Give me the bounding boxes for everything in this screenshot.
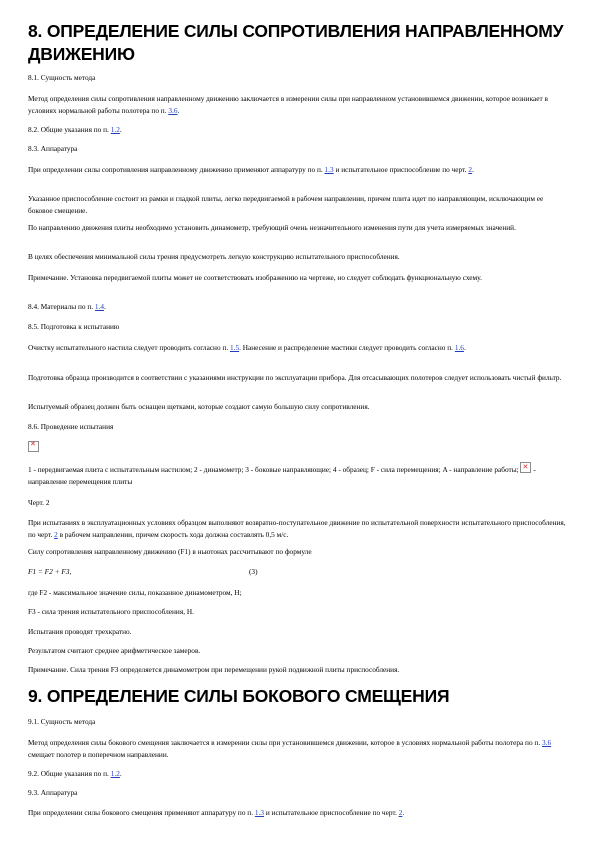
paragraph-8-3-friction: В целях обеспечения минимальной силы трения предусмотреть легкую конструкцию испытательного приспособления. bbox=[28, 252, 400, 261]
paragraph-8-5-cleaning: Очистку испытательного настила следует проводить согласно п. 1.5. Нанесение и распределение мастики следует проводить согласно п. 1.6. bbox=[28, 343, 466, 352]
link-3-6[interactable]: 3.6 bbox=[168, 106, 178, 115]
paragraph-8-3-apparatus: При определении силы сопротивления направленному движению применяют аппаратуру по п. 1.3 и испытательное приспособление по черт. 2. bbox=[28, 165, 474, 174]
link-1-3[interactable]: 1.3 bbox=[254, 808, 264, 817]
formula-line bbox=[28, 566, 568, 578]
paragraph-8-6-repeats: Испытания проводят трехкратно. bbox=[28, 627, 132, 636]
subsection-9-3-title: 9.3. Аппаратура bbox=[28, 788, 78, 797]
paragraph-8-5-text: Очистку испытательного настила следует проводить согласно п. bbox=[28, 343, 229, 352]
link-1-3[interactable]: 1.3 bbox=[324, 165, 334, 174]
subsection-8-2-text: 8.2. Общие указания по п. bbox=[28, 125, 109, 134]
subsection-8-3-title: 8.3. Аппаратура bbox=[28, 144, 78, 153]
paragraph-8-3-text: При определении силы сопротивления направленному движению применяют аппаратуру по п. bbox=[28, 165, 323, 174]
paragraph-8-3-device: Указанное приспособление состоит из рамки и гладкой плиты, легко передвигаемой в рабочем направлении, причем плита идет по направляющим, исключающим ее боковое смещение. bbox=[28, 194, 544, 215]
section-9-heading: 9. ОПРЕДЕЛЕНИЕ СИЛЫ БОКОВОГО СМЕЩЕНИЯ bbox=[28, 686, 450, 706]
subsection-8-1-title: 8.1. Сущность метода bbox=[28, 73, 96, 82]
formula: F1 = F2 + F3, bbox=[28, 567, 72, 576]
paragraph-9-3-mid: и испытательное приспособление по черт. bbox=[265, 808, 397, 817]
subsection-9-2-text: 9.2. Общие указания по п. bbox=[28, 769, 109, 778]
paragraph-9-1 bbox=[28, 737, 568, 761]
paragraph-8-3-note: Примечание. Установка передвигаемой плиты может не соответствовать изображению на чертеже, но следует соблюдать функциональную схему. bbox=[28, 273, 482, 282]
paragraph-8-1: Метод определения силы сопротивления направленному движению заключается в измерении силы при направленном установившемся движении, которое возникает в условиях нормальной работы полотера по п. 3.6. bbox=[28, 94, 548, 115]
figure-legend-tail: - направление перемещения плиты bbox=[28, 465, 536, 486]
figure-caption: Черт. 2 bbox=[28, 498, 50, 507]
link-1-2[interactable]: 1.2 bbox=[110, 769, 120, 778]
link-1-2[interactable]: 1.2 bbox=[110, 125, 120, 134]
paragraph-8-3-mid: и испытательное приспособление по черт. bbox=[335, 165, 467, 174]
paragraph-8-6-force: Силу сопротивления направленному движению (F1) в ньютонах рассчитывают по формуле bbox=[28, 547, 312, 556]
link-chart-2[interactable]: 2 bbox=[54, 530, 58, 539]
link-chart-2[interactable]: 2 bbox=[398, 808, 403, 817]
formula-number: (3) bbox=[249, 567, 258, 576]
subsection-8-2-title: 8.2. Общие указания по п. 1.2. bbox=[28, 125, 122, 134]
broken-image-icon bbox=[520, 462, 531, 473]
paragraph-8-5-brushes: Испытуемый образец должен быть оснащен щетками, которые создают самую большую силу сопротивления. bbox=[28, 402, 370, 411]
subsection-8-5-title: 8.5. Подготовка к испытанию bbox=[28, 322, 120, 331]
subsection-8-4-text: 8.4. Материалы по п. bbox=[28, 302, 94, 311]
subsection-8-6-title: 8.6. Проведение испытания bbox=[28, 422, 114, 431]
subsection-9-2-title: 9.2. Общие указания по п. 1.2. bbox=[28, 769, 122, 778]
paragraph-8-5-mid: Нанесение и распределение мастики следует проводить согласно п. bbox=[242, 343, 453, 352]
paragraph-9-1-text: Метод определения силы бокового смещения заключается в измерении силы при установившемся движении, которое в условиях нормальной работы полотера по п. bbox=[28, 738, 541, 747]
link-1-6[interactable]: 1.6 bbox=[454, 343, 464, 352]
paragraph-8-6-procedure bbox=[28, 517, 568, 541]
link-1-5[interactable]: 1.5 bbox=[229, 343, 240, 352]
paragraph-8-6-f2: где F2 - максимальное значение силы, показанное динамометром, Н; bbox=[28, 588, 242, 597]
figure-legend bbox=[28, 462, 568, 488]
broken-image-icon bbox=[28, 441, 39, 452]
subsection-8-4-title: 8.4. Материалы по п. 1.4. bbox=[28, 302, 106, 311]
link-3-6[interactable]: 3.6 bbox=[542, 738, 552, 747]
paragraph-9-1-tail: смещает полотер в поперечном направлении. bbox=[28, 750, 169, 759]
link-chart-2[interactable]: 2 bbox=[468, 165, 472, 174]
paragraph-9-3-apparatus: При определении силы бокового смещения применяют аппаратуру по п. 1.3 и испытательное приспособление по черт. 2. bbox=[28, 808, 405, 817]
paragraph-8-3-dynamometer: По направлению движения плиты необходимо установить динамометр, требующий очень незначительного изменения пути для учета измеряемых значений. bbox=[28, 223, 516, 232]
paragraph-9-3-text: При определении силы бокового смещения применяют аппаратуру по п. bbox=[28, 808, 254, 817]
subsection-9-1-title: 9.1. Сущность метода bbox=[28, 717, 96, 726]
paragraph-8-5-sample: Подготовка образца производится в соответствии с указаниями инструкции по эксплуатации прибора. Для отсасывающих полотеров следует использовать чистый фильтр. bbox=[28, 373, 562, 382]
figure-legend-text: 1 - передвигаемая плита с испытательным настилом; 2 - динамометр; 3 - боковые направляющие; 4 - образец; F - сила перемещения; A - направление работы; bbox=[28, 465, 519, 474]
paragraph-8-6-f3: F3 - сила трения испытательного приспособления, Н. bbox=[28, 607, 194, 616]
paragraph-8-6-tail: в рабочем направлении, причем скорость хода должна составлять 0,5 м/с. bbox=[59, 530, 289, 539]
section-8-heading: 8. ОПРЕДЕЛЕНИЕ СИЛЫ СОПРОТИВЛЕНИЯ НАПРАВЛЕННОМУ ДВИЖЕНИЮ bbox=[28, 21, 564, 64]
paragraph-8-6-result: Результатом считают среднее арифметическое замеров. bbox=[28, 646, 201, 655]
paragraph-8-1-text: Метод определения силы сопротивления направленному движению заключается в измерении силы при направленном установившемся движении, которое возникает в условиях нормальной работы полотера по п. bbox=[28, 94, 548, 115]
paragraph-8-6-note: Примечание. Сила трения F3 определяется динамометром при перемещении рукой подвижной плиты приспособления. bbox=[28, 665, 400, 674]
paragraph-8-6-text: При испытаниях в эксплуатационных условиях образцом выполняют возвратно-поступательное движение по испытательной поверхности испытательного приспособления, по черт. bbox=[28, 518, 566, 539]
link-1-4[interactable]: 1.4 bbox=[94, 302, 105, 311]
